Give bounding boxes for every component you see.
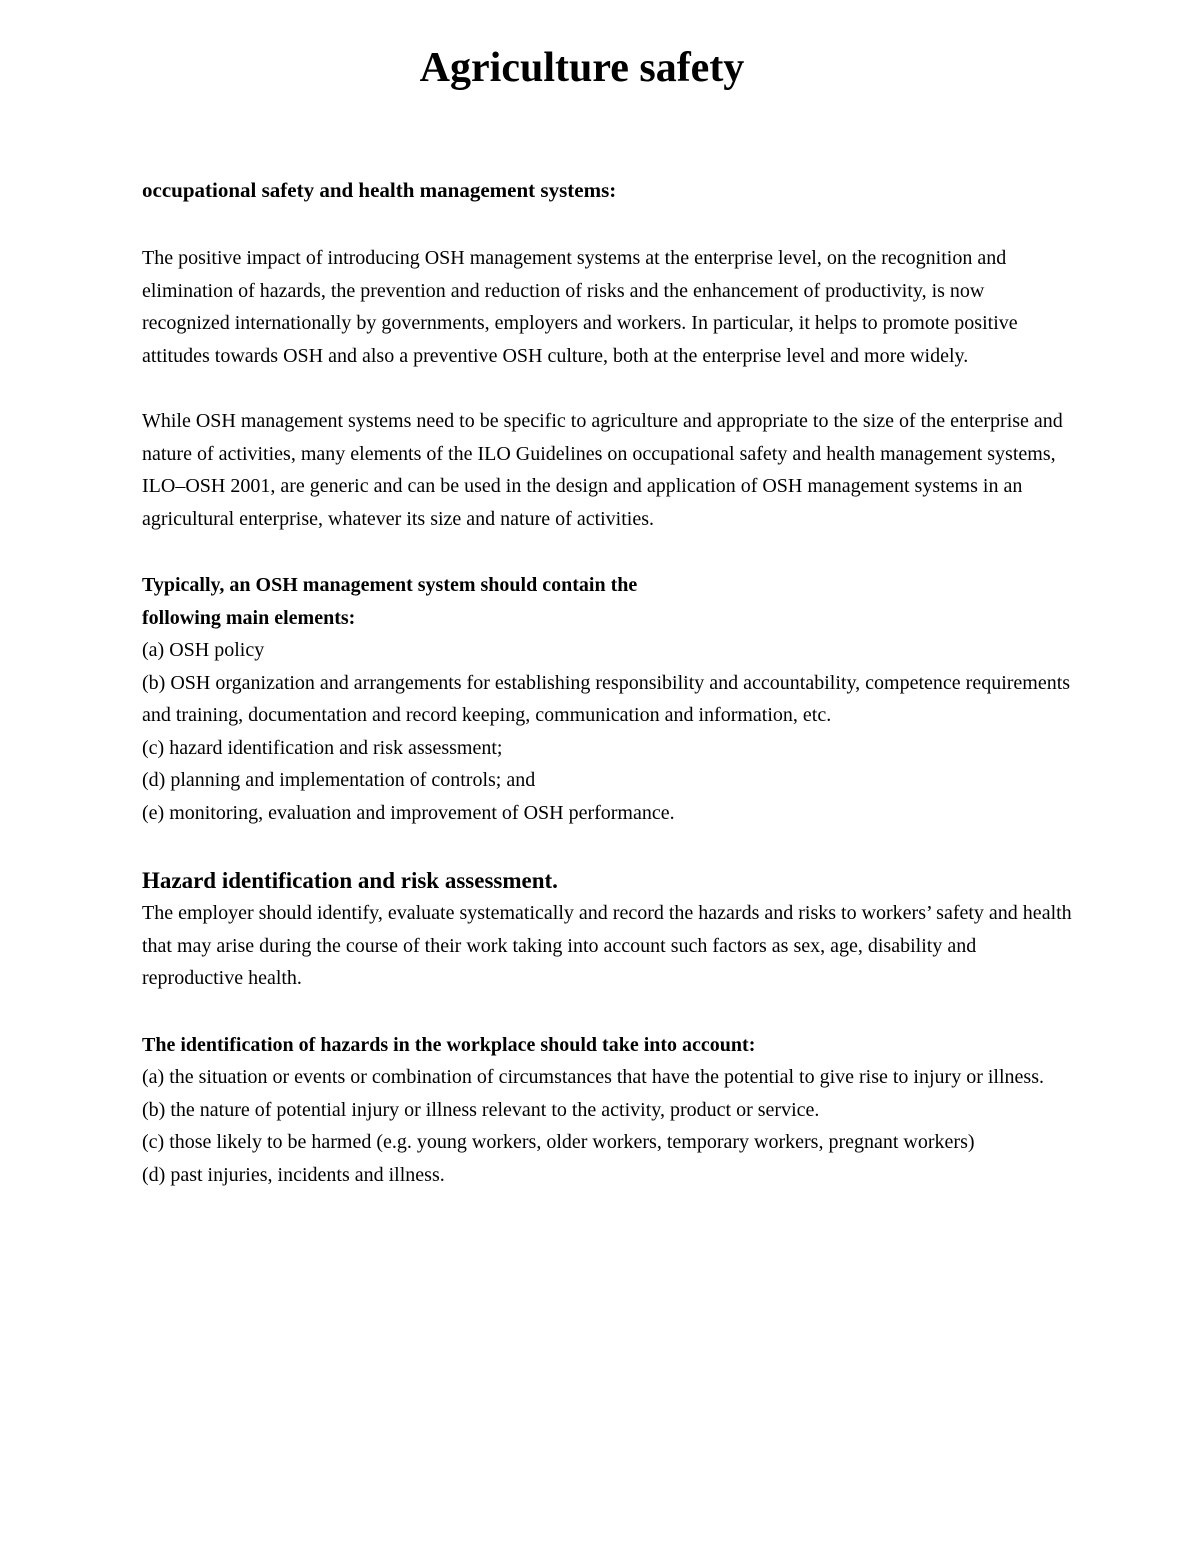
elements-intro-line-2: following main elements: — [142, 606, 356, 629]
list-item: (b) the nature of potential injury or illness relevant to the activity, product or service. — [142, 1098, 820, 1121]
osh-elements-list — [142, 634, 1072, 829]
page-title: Agriculture safety — [419, 45, 745, 91]
paragraph-positive-impact: The positive impact of introducing OSH management systems at the enterprise level, on the recognition and elimination of hazards, the prevention and reduction of risks and the enhancement of productivity, is now recognized internationally by governments, employers and workers. In particular, it helps to promote positive attitudes towards OSH and also a preventive OSH culture, both at the enterprise level and more widely. — [142, 247, 1018, 367]
list-item: (e) monitoring, evaluation and improvement of OSH performance. — [142, 801, 675, 824]
hazards-list-intro: The identification of hazards in the workplace should take into account: — [142, 1033, 756, 1056]
list-item: (d) past injuries, incidents and illness. — [142, 1163, 445, 1186]
list-item: (a) OSH policy — [142, 639, 265, 661]
list-item: (b) OSH organization and arrangements for establishing responsibility and accountability, competence requirements and training, documentation and record keeping, communication and information, etc. — [142, 671, 1071, 726]
paragraph-ilo-guidelines: While OSH management systems need to be specific to agriculture and appropriate to the size of the enterprise and nature of activities, many elements of the ILO Guidelines on occupational safety and health management systems, ILO–OSH 2001, are generic and can be used in the design and application of OSH management systems in an agricultural enterprise, whatever its size and nature of activities. — [142, 410, 1063, 530]
list-item: (d) planning and implementation of controls; and — [142, 769, 536, 791]
hazards-list — [142, 1061, 1072, 1191]
section-heading-hazard-identification: Hazard identification and risk assessment. — [142, 868, 558, 893]
elements-intro-line-1: Typically, an OSH management system should contain the — [142, 574, 638, 596]
document-body — [142, 172, 1072, 1191]
list-item: (c) those likely to be harmed (e.g. young workers, older workers, temporary workers, pregnant workers) — [142, 1131, 975, 1153]
list-item: (c) hazard identification and risk assessment; — [142, 736, 503, 759]
section-heading-osh-systems: occupational safety and health management systems: — [142, 178, 617, 202]
paragraph-employer-duty: The employer should identify, evaluate systematically and record the hazards and risks to workers’ safety and health that may arise during the course of their work taking into account such factors as sex, age, disability and reproductive health. — [142, 902, 1072, 989]
list-item: (a) the situation or events or combination of circumstances that have the potential to give rise to injury or illness. — [142, 1066, 1044, 1088]
